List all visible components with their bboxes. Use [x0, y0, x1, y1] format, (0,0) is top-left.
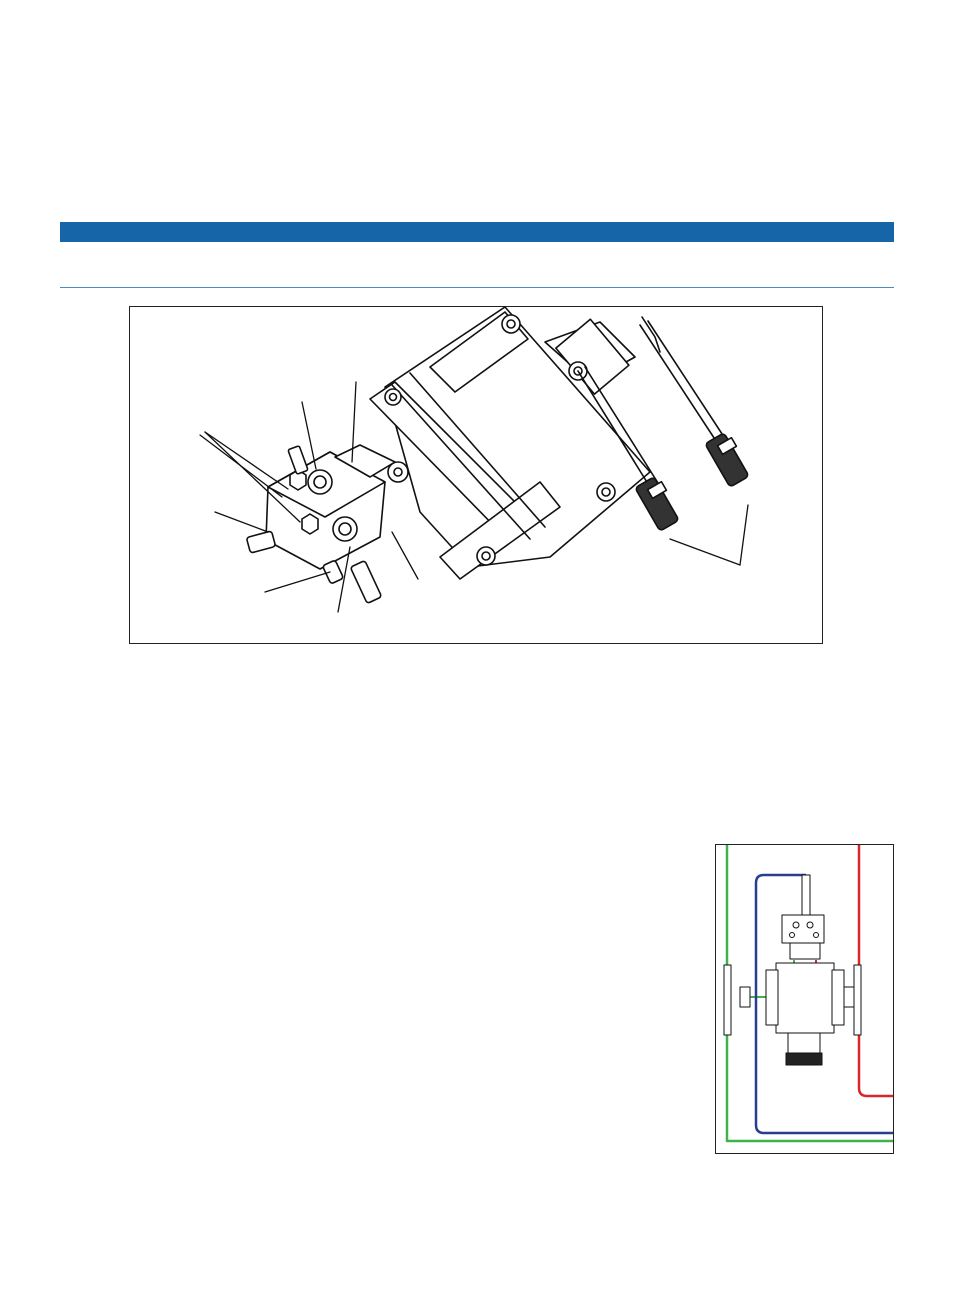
- section-header-bar: [60, 222, 894, 242]
- pump-assembly-figure: [129, 306, 823, 644]
- plumbing-schematic-drawing: [716, 845, 893, 1153]
- red-line: [859, 845, 893, 1096]
- pump-assembly-drawing: [130, 307, 822, 643]
- cable-connectors: [635, 433, 749, 531]
- section-divider: [60, 287, 894, 288]
- manifold-block: [246, 445, 395, 604]
- plumbing-schematic-figure: [715, 844, 894, 1154]
- schematic-pump: [724, 875, 861, 1065]
- motor-body: [370, 307, 650, 579]
